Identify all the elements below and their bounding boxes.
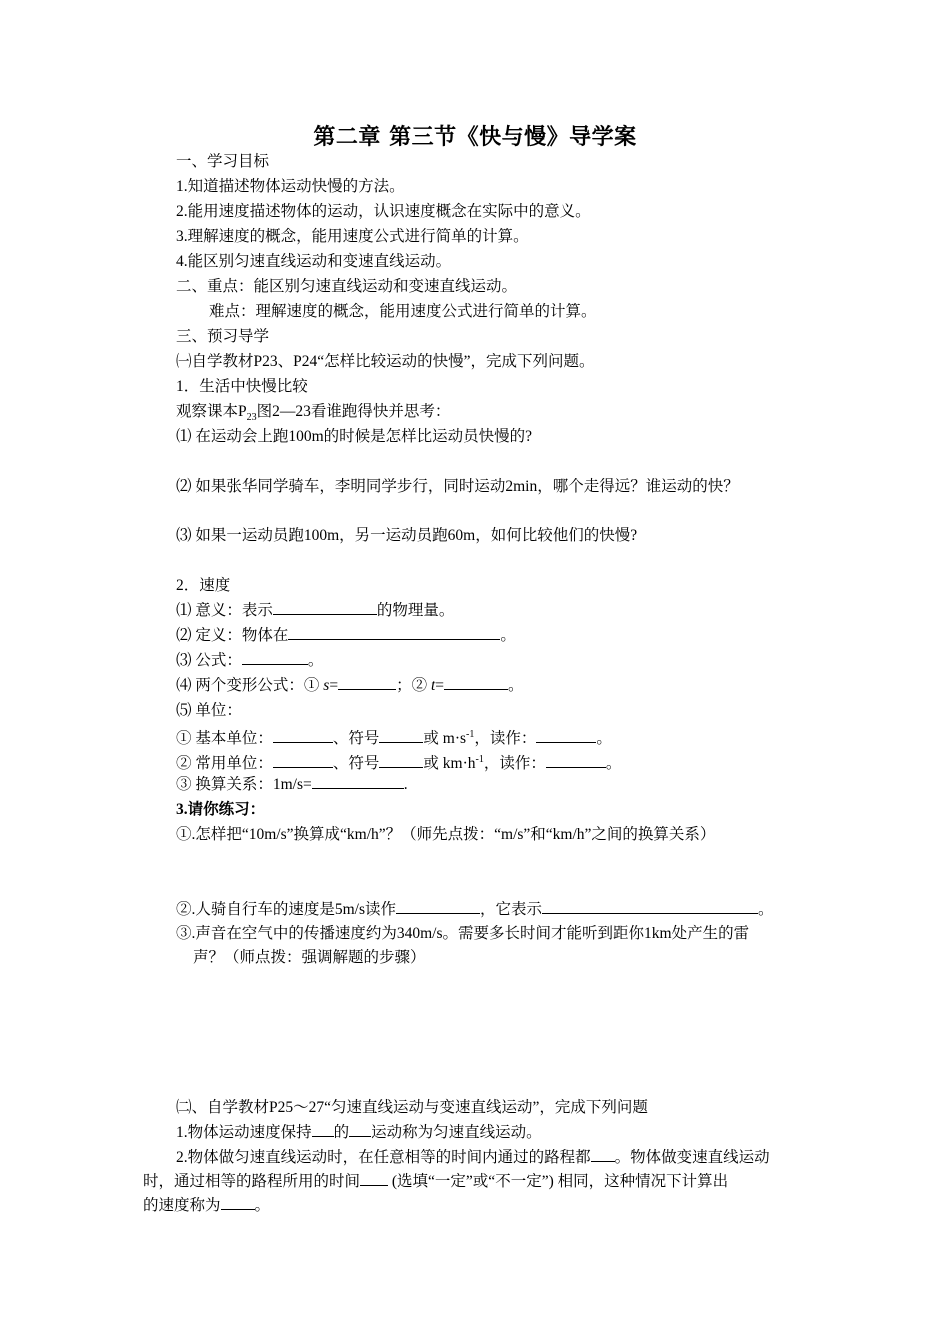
p2q2-text: 时，通过相等的路程所用的时间 (143, 1173, 361, 1190)
speed-meaning (176, 599, 454, 623)
goal-item: 4.能区别匀速直线运动和变速直线运动。 (176, 253, 452, 270)
formula-variants (176, 674, 524, 698)
blank-formula[interactable] (242, 649, 308, 665)
conversion-label: ③ 换算关系：1m/s= (176, 776, 312, 793)
goal-item: 1.知道描述物体运动快慢的方法。 (176, 178, 405, 195)
exercise-1: ①.怎样把“10m/s”换算成“km/h”？（师先点拨：“m/s”和“km/h”之间的换算关系） (176, 826, 716, 843)
exercise-3-line1: ③.声音在空气中的传播速度约为340m/s。需要多长时间才能听到距你1km处产生的雷 (176, 925, 750, 942)
blank-ex2-meaning[interactable] (542, 898, 758, 914)
variants-suffix: 。 (508, 677, 524, 694)
symbol-label: 、符号 (332, 755, 380, 773)
blank-ex2-read[interactable] (396, 898, 480, 914)
base-unit-label: ① 基本单位： (176, 730, 273, 748)
blank-base-read[interactable] (536, 727, 596, 743)
exercise-2-suffix: 。 (758, 901, 774, 918)
part2-question-1 (176, 1121, 542, 1145)
preview-heading: 三、预习导学 (176, 328, 270, 345)
difficult-point: 难点：理解速度的概念，能用速度公式进行简单的计算。 (209, 303, 597, 320)
section2-heading: 2．速度 (176, 577, 231, 594)
read-label: ，读作： (474, 730, 537, 748)
part2-intro: ㈡、自学教材P25～27“匀速直线运动与变速直线运动”，完成下列问题 (176, 1099, 648, 1116)
observe-text: 观察课本P (176, 403, 247, 420)
section3-heading: 3.请你练习： (176, 801, 266, 818)
observe-text: 图2—23看谁跑得快并思考： (256, 403, 451, 420)
blank-definition[interactable] (288, 624, 500, 640)
conversion-suffix: . (403, 776, 408, 793)
meaning-suffix: 的物理量。 (376, 602, 455, 619)
symbol-t: t (430, 677, 436, 694)
symbol-label: 、符号 (332, 730, 380, 748)
blank-common-read[interactable] (546, 752, 606, 768)
page-title: 第二章 第三节《快与慢》导学案 (313, 125, 637, 150)
equals-sign: = (435, 677, 445, 694)
exercise-2-text: ，它表示 (480, 901, 543, 918)
exercise-2 (176, 898, 774, 922)
goal-item: 2.能用速度描述物体的运动，认识速度概念在实际中的意义。 (176, 203, 591, 220)
base-unit-line (176, 723, 612, 751)
p2q2-suffix: 。 (254, 1197, 271, 1214)
formula-suffix: 。 (307, 652, 324, 669)
unit-exponent: -1 (466, 729, 475, 740)
p2q1-text: 运动称为匀速直线运动。 (371, 1124, 542, 1141)
blank-common-unit[interactable] (273, 752, 333, 768)
p2q2-text: 2.物体做匀速直线运动时，在任意相等的时间内通过的路程都 (176, 1149, 591, 1166)
part2-question-2-line1 (176, 1146, 770, 1170)
speed-formula (176, 649, 323, 673)
line-suffix: 。 (605, 755, 622, 773)
definition-label: ⑵ 定义：物体在 (176, 627, 289, 644)
blank-p2q1-a[interactable] (312, 1121, 334, 1137)
p2q2-text: 。物体做变速直线运动 (614, 1149, 770, 1166)
part1-intro: ㈠自学教材P23、P24“怎样比较运动的快慢”，完成下列问题。 (176, 353, 595, 370)
read-label: ，读作： (483, 755, 546, 773)
goal-item: 3.理解速度的概念，能用速度公式进行简单的计算。 (176, 228, 529, 245)
blank-base-unit[interactable] (273, 727, 333, 743)
question-2: ⑵ 如果张华同学骑车，李明同学步行，同时运动2min，哪个走得远？谁运动的快？ (176, 478, 739, 495)
exercise-3-line2: 声？（师点拨：强调解题的步骤） (193, 949, 426, 966)
blank-p2q1-b[interactable] (349, 1121, 371, 1137)
unit-alt: 或 km·h (423, 755, 476, 773)
formula-label: ⑶ 公式： (176, 652, 242, 669)
conversion-line (176, 773, 408, 797)
p2q2-text: (选填“一定”或“不一定”) 相同，这种情况下计算出 (391, 1173, 729, 1190)
unit-exponent: -1 (475, 754, 484, 765)
meaning-label: ⑴ 意义：表示 (176, 602, 273, 619)
units-heading: ⑸ 单位： (176, 702, 242, 719)
speed-definition (176, 624, 516, 648)
common-unit-line (176, 748, 621, 776)
page-subscript: 23 (246, 412, 257, 424)
variants-label: ⑷ 两个变形公式：① (176, 677, 324, 694)
part2-question-2-line3 (143, 1194, 270, 1218)
variants-separator: ；② (396, 677, 431, 694)
blank-conversion[interactable] (312, 773, 404, 789)
blank-t-formula[interactable] (444, 674, 508, 690)
part2-question-2-line2 (143, 1170, 728, 1194)
question-1: ⑴ 在运动会上跑100m的时候是怎样比运动员快慢的? (176, 428, 533, 445)
p2q2-text: 的速度称为 (143, 1197, 221, 1214)
blank-p2q2-b[interactable] (360, 1170, 388, 1186)
blank-common-symbol[interactable] (379, 752, 423, 768)
definition-suffix: 。 (500, 627, 516, 644)
line-suffix: 。 (596, 730, 612, 748)
blank-s-formula[interactable] (338, 674, 396, 690)
goals-heading: 一、学习目标 (176, 153, 270, 170)
p2q1-text: 1.物体运动速度保持 (176, 1124, 312, 1141)
p2q1-text: 的 (333, 1124, 350, 1141)
blank-p2q2-a[interactable] (591, 1146, 615, 1162)
common-unit-label: ② 常用单位： (176, 755, 273, 773)
blank-base-symbol[interactable] (379, 727, 423, 743)
blank-p2q2-c[interactable] (221, 1194, 255, 1210)
key-point: 二、重点：能区别匀速直线运动和变速直线运动。 (176, 278, 518, 295)
blank-meaning[interactable] (273, 599, 377, 615)
symbol-s: s (323, 677, 330, 694)
exercise-2-text: ②.人骑自行车的速度是5m/s读作 (176, 901, 397, 918)
equals-sign: = (329, 677, 339, 694)
section1-heading: 1．生活中快慢比较 (176, 378, 308, 395)
question-3: ⑶ 如果一运动员跑100m，另一运动员跑60m，如何比较他们的快慢? (176, 527, 638, 544)
unit-alt: 或 m·s (423, 730, 467, 748)
